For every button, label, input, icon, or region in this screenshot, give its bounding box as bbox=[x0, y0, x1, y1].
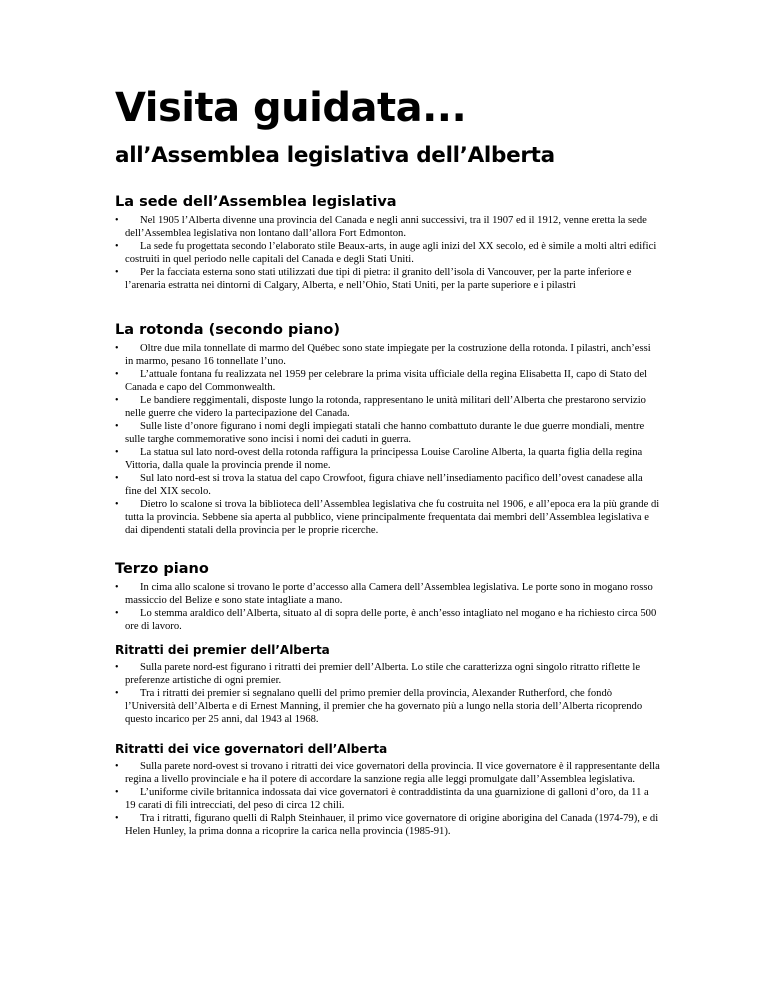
list-item-text: Dietro lo scalone si trova la biblioteca dell’Assemblea legislativa che fu costruita nel 1906, e all’epoca era la più grande di tutta la provincia. Sebbene sia aperta al pubblico, viene principalmente frequentata dai membri dell’Assemblea legislativa e dai dipendenti statali della provincia per le proprie ricerche. bbox=[125, 499, 660, 536]
document-title: Visita guidata... bbox=[115, 85, 467, 131]
section-rotonda bbox=[115, 321, 660, 537]
bullet-list bbox=[115, 214, 660, 292]
list-item bbox=[115, 687, 660, 726]
list-item-text: Tra i ritratti, figurano quelli di Ralph Steinhauer, il primo vice governatore di origine aborigina del Canada (1974-79), e di Helen Hunley, la prima donna a ricoprire la carica nella provincia (1985-91). bbox=[125, 813, 659, 837]
bullet-icon: • bbox=[115, 761, 119, 772]
list-item-text: Tra i ritratti dei premier si segnalano quelli del primo premier della provincia, Alexander Rutherford, che fondò l’Università dell’Alberta e di Ernest Manning, il premier che ha governato più a lungo nella storia dell’Alberta ricoprendo questo incarico per 25 anni, dal 1943 al 1968. bbox=[125, 688, 643, 725]
list-item bbox=[115, 812, 660, 838]
list-item-text: In cima allo scalone si trovano le porte d’accesso alla Camera dell’Assemblea legislativa. Le porte sono in mogano rosso massiccio del Belize e sono state intagliate a mano. bbox=[125, 582, 653, 606]
list-item-text: La sede fu progettata secondo l’elaborato stile Beaux-arts, in auge agli inizi del XX secolo, ed è simile a molti altri edifici costruiti in quel periodo nelle capitali del Canada e degli Stati Uniti. bbox=[125, 241, 657, 265]
bullet-icon: • bbox=[115, 787, 119, 798]
list-item bbox=[115, 786, 660, 812]
list-item bbox=[115, 581, 660, 607]
section-heading: Terzo piano bbox=[115, 561, 209, 577]
bullet-icon: • bbox=[115, 369, 119, 380]
list-item-text: Per la facciata esterna sono stati utilizzati due tipi di pietra: il granito dell’isola di Vancouver, per la parte inferiore e l’arenaria estratta nei dintorni di Calgary, Alberta, e nell’Ohio, Stati Uniti, per la parte superiore e i pilastri bbox=[125, 267, 632, 291]
list-item bbox=[115, 266, 660, 292]
bullet-icon: • bbox=[115, 688, 119, 699]
section-heading: La sede dell’Assemblea legislativa bbox=[115, 194, 397, 210]
section-sede bbox=[115, 193, 660, 292]
bullet-list bbox=[115, 342, 660, 537]
bullet-icon: • bbox=[115, 447, 119, 458]
subsection-heading: Ritratti dei vice governatori dell’Alberta bbox=[115, 742, 388, 756]
list-item-text: La statua sul lato nord-ovest della rotonda raffigura la principessa Louise Caroline Alberta, la quarta figlia della regina Vittoria, dalla quale la provincia prende il nome. bbox=[125, 447, 643, 471]
list-item bbox=[115, 214, 660, 240]
bullet-icon: • bbox=[115, 267, 119, 278]
subsection-heading: Ritratti dei premier dell’Alberta bbox=[115, 643, 330, 657]
list-item bbox=[115, 607, 660, 633]
list-item-text: Sulla parete nord-est figurano i ritratti dei premier dell’Alberta. Lo stile che caratterizza ogni singolo ritratto riflette le preferenze artistiche di ogni premier. bbox=[125, 662, 641, 686]
list-item bbox=[115, 394, 660, 420]
list-item bbox=[115, 760, 660, 786]
bullet-list bbox=[115, 581, 660, 633]
bullet-icon: • bbox=[115, 421, 119, 432]
bullet-icon: • bbox=[115, 343, 119, 354]
list-item-text: L’attuale fontana fu realizzata nel 1959 per celebrare la prima visita ufficiale della regina Elisabetta II, capo di Stato del Canada e capo del Commonwealth. bbox=[125, 369, 648, 393]
bullet-icon: • bbox=[115, 608, 119, 619]
bullet-list bbox=[115, 661, 660, 726]
list-item-text: L’uniforme civile britannica indossata dai vice governatori è contraddistinta da una guarnizione di galloni d’oro, da 11 a 19 carati di fili intrecciati, del peso di circa 12 chili. bbox=[125, 787, 649, 811]
section-heading: La rotonda (secondo piano) bbox=[115, 322, 341, 338]
section-ritratti-vice-governatori bbox=[115, 741, 660, 838]
bullet-icon: • bbox=[115, 499, 119, 510]
document-subtitle: all’Assemblea legislativa dell’Alberta bbox=[115, 143, 555, 168]
bullet-icon: • bbox=[115, 662, 119, 673]
list-item bbox=[115, 368, 660, 394]
list-item-text: Nel 1905 l’Alberta divenne una provincia del Canada e negli anni successivi, tra il 1907 ed il 1912, venne eretta la sede dell’Assemblea legislativa non lontano dall’allora Fort Edmonton. bbox=[125, 215, 647, 239]
list-item bbox=[115, 420, 660, 446]
section-terzo-piano bbox=[115, 560, 660, 633]
list-item-text: Sul lato nord-est si trova la statua del capo Crowfoot, figura chiave nell’insediamento pacifico dell’ovest canadese alla fine del XIX secolo. bbox=[125, 473, 643, 497]
bullet-icon: • bbox=[115, 241, 119, 252]
list-item-text: Sulle liste d’onore figurano i nomi degli impiegati statali che hanno combattuto durante le due guerre mondiali, mentre sulle targhe commemorative sono incisi i nomi dei caduti in guerra. bbox=[125, 421, 645, 445]
bullet-icon: • bbox=[115, 215, 119, 226]
list-item-text: Oltre due mila tonnellate di marmo del Québec sono state impiegate per la costruzione della rotonda. I pilastri, anch’essi in marmo, pesano 16 tonnellate l’uno. bbox=[125, 343, 651, 367]
list-item bbox=[115, 472, 660, 498]
section-ritratti-premier bbox=[115, 642, 660, 726]
bullet-icon: • bbox=[115, 395, 119, 406]
list-item bbox=[115, 240, 660, 266]
list-item bbox=[115, 661, 660, 687]
list-item bbox=[115, 446, 660, 472]
list-item bbox=[115, 342, 660, 368]
list-item-text: Lo stemma araldico dell’Alberta, situato al di sopra delle porte, è anch’esso intagliato nel mogano e ha richiesto circa 500 ore di lavoro. bbox=[125, 608, 657, 632]
bullet-list bbox=[115, 760, 660, 838]
list-item bbox=[115, 498, 660, 537]
bullet-icon: • bbox=[115, 473, 119, 484]
list-item-text: Sulla parete nord-ovest si trovano i ritratti dei vice governatori della provincia. Il vice governatore è il rappresentante della regina a livello provinciale e ha il potere di accordare la sanzione regia alle leggi promulgate dall’Assemblea legislativa. bbox=[125, 761, 660, 785]
bullet-icon: • bbox=[115, 582, 119, 593]
bullet-icon: • bbox=[115, 813, 119, 824]
list-item-text: Le bandiere reggimentali, disposte lungo la rotonda, rappresentano le unità militari dell’Alberta che prestarono servizio nelle guerre che videro la partecipazione del Canada. bbox=[125, 395, 646, 419]
